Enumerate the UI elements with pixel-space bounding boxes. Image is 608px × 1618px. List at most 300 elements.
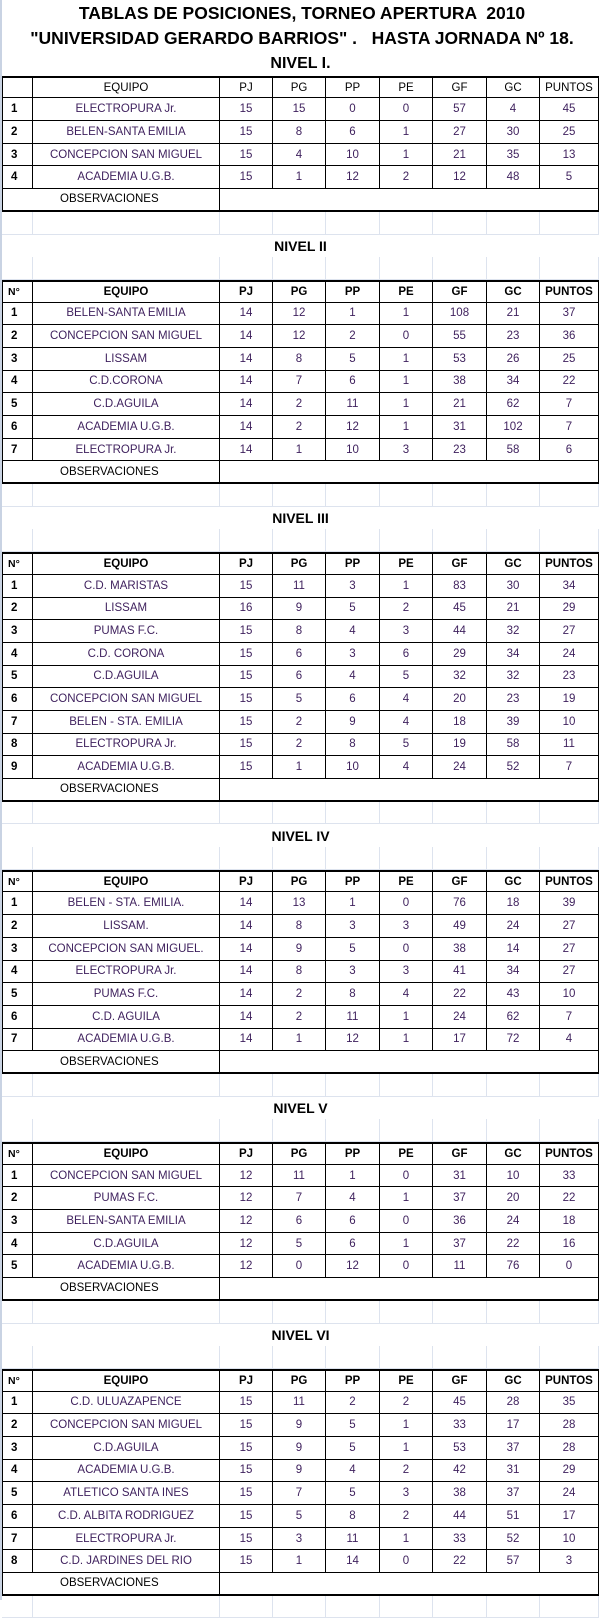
pg-cell: 8 [273,620,326,643]
gf-cell: 45 [433,1392,487,1415]
team-cell: C.D. CORONA [33,643,220,666]
gf-cell: 12 [433,166,487,189]
team-cell: ACADEMIA U.G.B. [33,1460,220,1483]
gc-cell: 52 [487,1528,540,1551]
pp-cell: 5 [326,598,380,621]
pj-cell: 14 [220,325,273,348]
empty-cell [433,1301,487,1324]
gf-cell: 49 [433,915,487,938]
pj-cell: 14 [220,393,273,416]
gc-cell: 32 [487,620,540,643]
position-cell: 5 [2,1255,33,1278]
pp-cell: 3 [326,575,380,598]
table-row [2,166,599,189]
pg-cell: 6 [273,1210,326,1233]
gc-cell: 37 [487,1437,540,1460]
table-header-row [2,76,599,99]
puntos-cell: 45 [540,98,599,121]
pg-cell: 1 [273,1029,326,1052]
empty-cell [33,484,220,507]
observations-row [2,1278,599,1301]
position-cell: 5 [2,666,33,689]
gf-cell: 76 [433,892,487,915]
observations-field[interactable] [220,779,599,800]
pe-cell: 1 [380,1233,433,1256]
pe-cell: 1 [380,1029,433,1052]
empty-cell [433,257,487,280]
puntos-cell: 7 [540,756,599,779]
gf-cell: 44 [433,620,487,643]
column-header-gc: GC [487,1142,540,1165]
observations-field[interactable] [220,461,599,482]
pp-cell: 10 [326,439,380,462]
position-cell: 6 [2,1006,33,1029]
table-row [2,98,599,121]
level-title: NIVEL I. [270,55,331,73]
pe-cell: 1 [380,575,433,598]
puntos-cell: 3 [540,1550,599,1573]
column-header-team: EQUIPO [33,76,220,99]
column-header-team: EQUIPO [33,280,220,303]
gc-cell: 43 [487,983,540,1006]
empty-cell [487,212,540,235]
puntos-cell: 22 [540,1187,599,1210]
empty-cell [2,847,33,870]
pe-cell: 1 [380,1528,433,1551]
position-cell: 4 [2,1460,33,1483]
empty-cell [220,1301,273,1324]
pe-cell: 4 [380,983,433,1006]
table-header-row [2,1369,599,1392]
table-header-row [2,280,599,303]
pe-cell: 3 [380,620,433,643]
empty-cell [326,1301,380,1324]
pj-cell: 14 [220,439,273,462]
empty-cell [2,257,33,280]
pp-cell: 9 [326,711,380,734]
pj-cell: 15 [220,734,273,757]
pj-cell: 12 [220,1165,273,1188]
position-cell: 5 [2,1482,33,1505]
empty-cell [433,212,487,235]
pp-cell: 12 [326,166,380,189]
gf-cell: 27 [433,121,487,144]
pj-cell: 15 [220,756,273,779]
puntos-cell: 13 [540,144,599,167]
empty-cell [220,1346,273,1369]
empty-cell [2,212,33,235]
pg-cell: 9 [273,938,326,961]
pg-cell: 8 [273,121,326,144]
gf-cell: 45 [433,598,487,621]
pg-cell: 15 [273,98,326,121]
gc-cell: 32 [487,666,540,689]
column-header-team: EQUIPO [33,1142,220,1165]
puntos-cell: 35 [540,1392,599,1415]
gc-cell: 23 [487,688,540,711]
team-cell: ACADEMIA U.G.B. [33,1255,220,1278]
table-row [2,711,599,734]
column-header-pp: PP [326,76,380,99]
puntos-cell: 36 [540,325,599,348]
table-row [2,121,599,144]
observations-row [2,779,599,802]
team-cell: ELECTROPURA Jr. [33,734,220,757]
table-row [2,1255,599,1278]
pj-cell: 15 [220,666,273,689]
empty-cell [380,484,433,507]
empty-cell [540,257,599,280]
gf-cell: 19 [433,734,487,757]
gc-cell: 30 [487,575,540,598]
pp-cell: 6 [326,688,380,711]
pj-cell: 12 [220,1233,273,1256]
pe-cell: 1 [380,348,433,371]
observations-field[interactable] [220,1051,599,1072]
pe-cell: 0 [380,892,433,915]
table-row [2,688,599,711]
observations-row [2,461,599,484]
column-header-pp: PP [326,552,380,575]
gf-cell: 38 [433,938,487,961]
gc-cell: 35 [487,144,540,167]
position-cell: 6 [2,416,33,439]
pj-cell: 15 [220,121,273,144]
gc-cell: 17 [487,1414,540,1437]
pj-cell: 15 [220,1505,273,1528]
table-row [2,1505,599,1528]
observations-field[interactable] [220,1573,599,1594]
team-cell: BELEN - STA. EMILIA. [33,892,220,915]
empty-cell [220,1119,273,1142]
empty-cell [273,212,326,235]
gc-cell: 24 [487,915,540,938]
pp-cell: 10 [326,144,380,167]
puntos-cell: 27 [540,915,599,938]
empty-cell [487,1119,540,1142]
pp-cell: 11 [326,1528,380,1551]
puntos-cell: 24 [540,643,599,666]
pe-cell: 1 [380,1437,433,1460]
gc-cell: 58 [487,439,540,462]
column-header-pj: PJ [220,76,273,99]
gf-cell: 33 [433,1528,487,1551]
gc-cell: 72 [487,1029,540,1052]
column-header-gc: GC [487,76,540,99]
pp-cell: 12 [326,1255,380,1278]
empty-cell [326,847,380,870]
puntos-cell: 7 [540,416,599,439]
level-title: NIVEL IV [271,827,330,844]
empty-cell [273,257,326,280]
pp-cell: 5 [326,938,380,961]
empty-cell [380,1119,433,1142]
empty-cell [540,847,599,870]
column-header-position [2,76,33,99]
position-cell: 2 [2,598,33,621]
empty-cell [33,1346,220,1369]
pp-cell: 0 [326,98,380,121]
pp-cell: 6 [326,1233,380,1256]
pj-cell: 14 [220,348,273,371]
column-header-puntos: PUNTOS [540,1369,599,1392]
pe-cell: 0 [380,1165,433,1188]
gc-cell: 23 [487,325,540,348]
pp-cell: 4 [326,620,380,643]
position-cell: 9 [2,756,33,779]
column-header-position: N° [2,1142,33,1165]
empty-cell [273,1119,326,1142]
puntos-cell: 29 [540,598,599,621]
column-header-puntos: PUNTOS [540,1142,599,1165]
empty-cell [273,484,326,507]
blank-row [2,212,599,235]
column-header-team: EQUIPO [33,870,220,893]
standings-grid [2,53,599,1618]
empty-cell [540,1119,599,1142]
puntos-cell: 25 [540,121,599,144]
team-cell: C.D. AGUILA [33,1006,220,1029]
column-header-puntos: PUNTOS [540,552,599,575]
pe-cell: 4 [380,711,433,734]
pj-cell: 15 [220,1392,273,1415]
pg-cell: 13 [273,892,326,915]
pe-cell: 2 [380,1392,433,1415]
empty-cell [380,212,433,235]
empty-cell [33,1119,220,1142]
pe-cell: 0 [380,1550,433,1573]
pe-cell: 0 [380,98,433,121]
team-cell: PUMAS F.C. [33,1187,220,1210]
empty-cell [433,802,487,825]
blank-row [2,1119,599,1142]
gf-cell: 108 [433,303,487,326]
table-row [2,439,599,462]
empty-cell [33,212,220,235]
column-header-pp: PP [326,1369,380,1392]
puntos-cell: 34 [540,575,599,598]
pg-cell: 2 [273,1006,326,1029]
column-header-pg: PG [273,552,326,575]
team-cell: ELECTROPURA Jr. [33,439,220,462]
table-row [2,1392,599,1415]
position-cell: 8 [2,734,33,757]
pg-cell: 0 [273,1255,326,1278]
team-cell: C.D.AGUILA [33,1233,220,1256]
puntos-cell: 4 [540,1029,599,1052]
empty-cell [33,802,220,825]
gf-cell: 21 [433,393,487,416]
team-cell: ACADEMIA U.G.B. [33,416,220,439]
position-cell: 4 [2,961,33,984]
pe-cell: 3 [380,961,433,984]
gc-cell: 14 [487,938,540,961]
pp-cell: 1 [326,892,380,915]
pj-cell: 15 [220,620,273,643]
pe-cell: 2 [380,166,433,189]
position-cell: 6 [2,1505,33,1528]
puntos-cell: 37 [540,303,599,326]
pj-cell: 14 [220,983,273,1006]
gf-cell: 32 [433,666,487,689]
table-row [2,1233,599,1256]
pj-cell: 12 [220,1210,273,1233]
column-header-position: N° [2,552,33,575]
table-row [2,1187,599,1210]
empty-cell [326,1346,380,1369]
team-cell: C.D. MARISTAS [33,575,220,598]
pe-cell: 5 [380,666,433,689]
position-cell: 1 [2,892,33,915]
position-cell: 4 [2,166,33,189]
column-header-gf: GF [433,280,487,303]
pg-cell: 9 [273,598,326,621]
empty-cell [33,1074,220,1097]
pp-cell: 2 [326,1392,380,1415]
column-header-pe: PE [380,76,433,99]
position-cell: 1 [2,1392,33,1415]
gc-cell: 58 [487,734,540,757]
pj-cell: 15 [220,1414,273,1437]
empty-cell [326,1596,380,1618]
pe-cell: 1 [380,144,433,167]
position-cell: 3 [2,144,33,167]
empty-cell [273,802,326,825]
pe-cell: 1 [380,393,433,416]
pg-cell: 2 [273,416,326,439]
puntos-cell: 19 [540,688,599,711]
team-cell: C.D.AGUILA [33,666,220,689]
pp-cell: 5 [326,348,380,371]
gf-cell: 41 [433,961,487,984]
gc-cell: 37 [487,1482,540,1505]
team-cell: ATLETICO SANTA INES [33,1482,220,1505]
pj-cell: 14 [220,416,273,439]
pj-cell: 12 [220,1255,273,1278]
gf-cell: 24 [433,756,487,779]
gf-cell: 83 [433,575,487,598]
table-row [2,416,599,439]
pg-cell: 9 [273,1437,326,1460]
table-row [2,1210,599,1233]
puntos-cell: 7 [540,1006,599,1029]
gc-cell: 24 [487,1210,540,1233]
position-cell: 3 [2,348,33,371]
gf-cell: 44 [433,1505,487,1528]
team-cell: C.D.CORONA [33,371,220,394]
column-header-gf: GF [433,1369,487,1392]
column-header-team: EQUIPO [33,552,220,575]
level-title: NIVEL V [273,1099,328,1116]
observations-label: OBSERVACIONES [2,1573,220,1594]
column-header-pj: PJ [220,280,273,303]
column-header-gf: GF [433,76,487,99]
empty-cell [326,212,380,235]
empty-cell [433,1119,487,1142]
position-cell: 3 [2,1210,33,1233]
position-cell: 2 [2,325,33,348]
empty-cell [487,847,540,870]
pe-cell: 1 [380,371,433,394]
observations-field[interactable] [220,1278,599,1299]
column-header-pj: PJ [220,1369,273,1392]
pg-cell: 11 [273,1165,326,1188]
team-cell: ACADEMIA U.G.B. [33,1029,220,1052]
empty-cell [540,212,599,235]
gc-cell: 62 [487,1006,540,1029]
gf-cell: 57 [433,98,487,121]
pe-cell: 4 [380,756,433,779]
pj-cell: 14 [220,1029,273,1052]
position-cell: 4 [2,371,33,394]
empty-cell [380,1074,433,1097]
table-row [2,938,599,961]
empty-cell [33,1301,220,1324]
observations-row [2,1573,599,1596]
position-cell: 1 [2,1165,33,1188]
column-header-position: N° [2,870,33,893]
gf-cell: 22 [433,1550,487,1573]
puntos-cell: 28 [540,1437,599,1460]
column-header-puntos: PUNTOS [540,870,599,893]
pe-cell: 1 [380,1006,433,1029]
column-header-pe: PE [380,1369,433,1392]
team-cell: CONCEPCION SAN MIGUEL [33,688,220,711]
column-header-pg: PG [273,76,326,99]
empty-cell [487,1596,540,1618]
empty-cell [33,257,220,280]
gc-cell: 34 [487,643,540,666]
pe-cell: 1 [380,303,433,326]
empty-cell [326,257,380,280]
pe-cell: 0 [380,938,433,961]
team-cell: PUMAS F.C. [33,620,220,643]
pe-cell: 3 [380,439,433,462]
gc-cell: 62 [487,393,540,416]
team-cell: BELEN-SANTA EMILIA [33,303,220,326]
puntos-cell: 5 [540,166,599,189]
pj-cell: 14 [220,1006,273,1029]
pg-cell: 6 [273,666,326,689]
pp-cell: 12 [326,416,380,439]
table-row [2,961,599,984]
blank-row [2,484,599,507]
column-header-gf: GF [433,870,487,893]
empty-cell [326,1074,380,1097]
pp-cell: 3 [326,915,380,938]
empty-cell [33,847,220,870]
observations-field[interactable] [220,189,599,210]
empty-cell [540,1596,599,1618]
team-cell: ELECTROPURA Jr. [33,1528,220,1551]
empty-cell [273,847,326,870]
column-header-pj: PJ [220,552,273,575]
gc-cell: 76 [487,1255,540,1278]
team-cell: CONCEPCION SAN MIGUEL [33,144,220,167]
puntos-cell: 27 [540,620,599,643]
pj-cell: 14 [220,371,273,394]
position-cell: 4 [2,1233,33,1256]
empty-cell [380,1346,433,1369]
table-row [2,348,599,371]
gc-cell: 57 [487,1550,540,1573]
table-row [2,1029,599,1052]
blank-row [2,1301,599,1324]
position-cell: 5 [2,393,33,416]
gc-cell: 31 [487,1460,540,1483]
level-title: NIVEL VI [271,1326,330,1343]
table-row [2,598,599,621]
